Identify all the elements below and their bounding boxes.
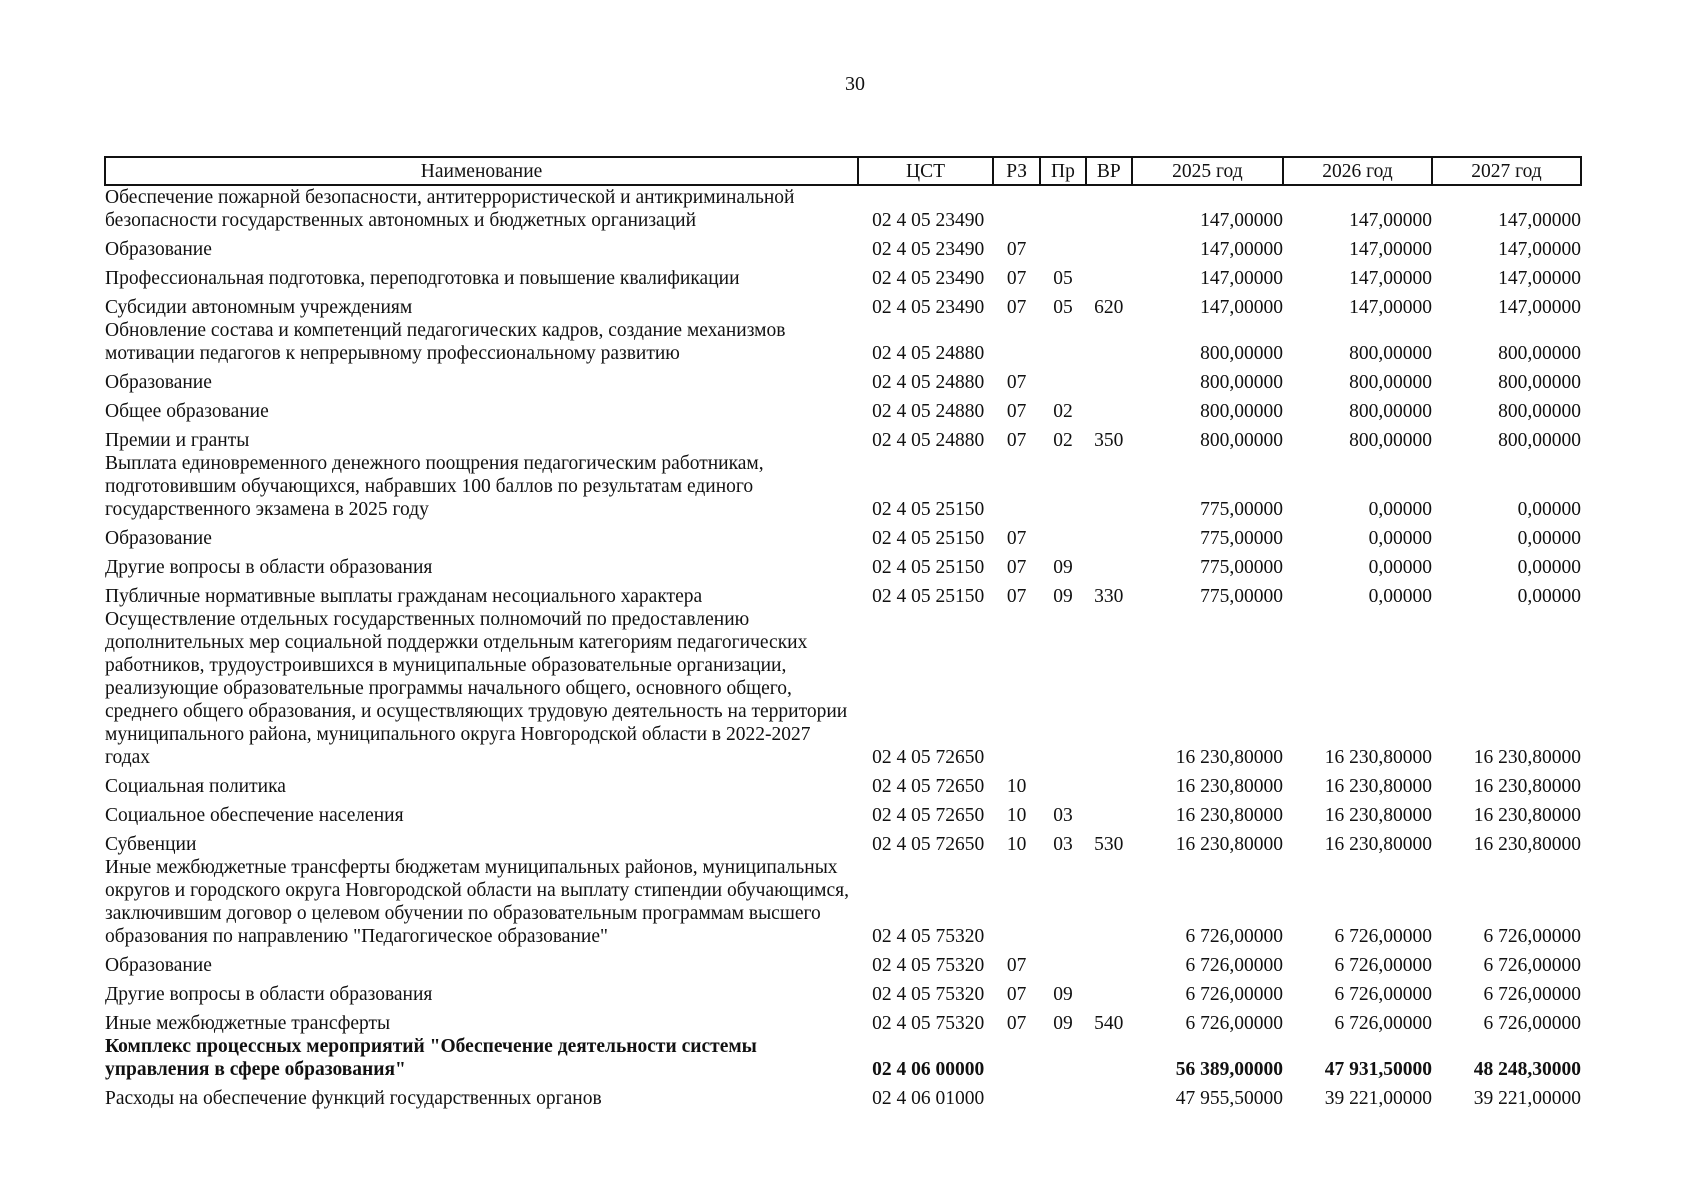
cell-2025: 6 726,00000 [1185,955,1283,976]
cell-rz: 07 [1006,557,1027,578]
cell-name: Образование [105,528,212,549]
table-row [105,185,1581,232]
cell-name: Образование [105,372,212,393]
table-row [105,452,1581,521]
cell-2026: 6 726,00000 [1334,955,1432,976]
cell-name: Обеспечение пожарной безопасности, антитеррористической и антикриминальной безопасности государственных автономных и бюджетных организаций [105,187,795,231]
cell-cst: 02 4 05 75320 [872,926,985,947]
cell-pr: 09 [1053,984,1073,1005]
cell-cst: 02 4 05 75320 [872,955,985,976]
cell-2025: 775,00000 [1200,499,1283,520]
table-row [105,394,1581,423]
cell-2026: 147,00000 [1349,268,1432,289]
cell-name: Субсидии автономным учреждениям [105,297,413,318]
cell-2026: 39 221,00000 [1324,1088,1432,1109]
cell-name: Публичные нормативные выплаты гражданам несоциального характера [105,586,703,607]
table-row [105,290,1581,319]
cell-2027: 0,00000 [1517,528,1581,549]
cell-vr: 330 [1094,586,1124,607]
table-row [105,261,1581,290]
cell-vr [1086,365,1132,394]
cell-pr [1040,319,1085,365]
cell-cst: 02 4 05 72650 [872,776,985,797]
cell-name: Другие вопросы в области образования [105,984,433,1005]
cell-name: Комплекс процессных мероприятий "Обеспечение деятельности системы управления в сфере образования" [105,1036,757,1080]
cell-name: Профессиональная подготовка, переподготовка и повышение квалификации [105,268,740,289]
cell-pr: 05 [1053,297,1073,318]
cell-vr [1086,394,1132,423]
table-row [105,1006,1581,1035]
cell-vr [1086,550,1132,579]
cell-cst: 02 4 05 72650 [872,834,985,855]
table-row [105,827,1581,856]
cell-pr: 03 [1053,805,1073,826]
cell-vr [1086,1081,1132,1110]
table-row [105,798,1581,827]
cell-2026: 6 726,00000 [1334,984,1432,1005]
header-2026: 2026 год [1283,157,1432,185]
cell-2027: 48 248,30000 [1473,1059,1581,1080]
cell-2025: 775,00000 [1200,586,1283,607]
cell-name: Расходы на обеспечение функций государственных органов [105,1088,602,1109]
cell-name: Социальное обеспечение населения [105,805,404,826]
cell-2025: 800,00000 [1200,343,1283,364]
cell-2025: 800,00000 [1200,372,1283,393]
cell-name: Субвенции [105,834,197,855]
header-vr: ВР [1086,157,1132,185]
cell-pr: 02 [1053,430,1073,451]
cell-name: Другие вопросы в области образования [105,557,433,578]
cell-2027: 16 230,80000 [1473,805,1581,826]
cell-pr: 05 [1053,268,1073,289]
cell-rz [993,1035,1040,1081]
cell-2026: 6 726,00000 [1334,1013,1432,1034]
cell-cst: 02 4 05 72650 [872,747,985,768]
cell-2025: 56 389,00000 [1175,1059,1283,1080]
cell-cst: 02 4 05 24880 [872,343,985,364]
cell-rz: 07 [1006,268,1027,289]
cell-cst: 02 4 05 25150 [872,528,985,549]
cell-rz: 07 [1006,401,1027,422]
cell-vr [1086,769,1132,798]
cell-rz: 10 [1006,776,1027,797]
cell-2027: 147,00000 [1498,297,1581,318]
cell-vr [1086,798,1132,827]
cell-vr [1086,948,1132,977]
cell-rz: 07 [1006,430,1027,451]
cell-2025: 16 230,80000 [1175,776,1283,797]
cell-vr [1086,232,1132,261]
table-row [105,856,1581,948]
table-row [105,948,1581,977]
cell-2026: 0,00000 [1368,557,1432,578]
cell-vr: 540 [1094,1013,1124,1034]
header-name: Наименование [105,157,858,185]
cell-name: Осуществление отдельных государственных полномочий по предоставлению дополнительных мер социальной поддержки отдельным категориям педагогических работников, трудоустроившихся в муниципальные образовательные организации, реализующие образовательные программы начального общего, основного общего, среднего общего образования, и осуществляющих трудовую деятельность на территории муниципального района, муниципального округа Новгородской области в 2022-2027 годах [105,609,848,768]
header-2025: 2025 год [1132,157,1283,185]
cell-cst: 02 4 05 75320 [872,1013,985,1034]
cell-2027: 16 230,80000 [1473,776,1581,797]
cell-pr [1040,1081,1085,1110]
cell-2025: 147,00000 [1200,268,1283,289]
cell-2025: 6 726,00000 [1185,1013,1283,1034]
cell-2027: 800,00000 [1498,401,1581,422]
cell-2027: 800,00000 [1498,343,1581,364]
cell-2026: 0,00000 [1368,586,1432,607]
cell-vr [1086,185,1132,232]
header-cst: ЦСТ [858,157,993,185]
cell-pr [1040,521,1085,550]
cell-cst: 02 4 05 25150 [872,499,985,520]
cell-rz: 07 [1006,955,1027,976]
cell-name: Образование [105,239,212,260]
cell-rz: 07 [1006,239,1027,260]
cell-2026: 800,00000 [1349,343,1432,364]
cell-2025: 147,00000 [1200,210,1283,231]
cell-2025: 800,00000 [1200,430,1283,451]
cell-2027: 0,00000 [1517,586,1581,607]
cell-pr: 09 [1053,557,1073,578]
cell-pr [1040,232,1085,261]
cell-cst: 02 4 05 25150 [872,586,985,607]
header-pr: Пр [1040,157,1085,185]
cell-2026: 16 230,80000 [1324,747,1432,768]
table-row [105,1081,1581,1110]
cell-2025: 800,00000 [1200,401,1283,422]
table-row [105,232,1581,261]
cell-pr [1040,185,1085,232]
cell-pr: 09 [1053,586,1073,607]
cell-vr [1086,608,1132,769]
cell-rz: 07 [1006,984,1027,1005]
table-row [105,521,1581,550]
cell-vr [1086,1035,1132,1081]
cell-2025: 16 230,80000 [1175,747,1283,768]
cell-rz: 10 [1006,805,1027,826]
cell-rz [993,1081,1040,1110]
table-header [105,157,1581,185]
page-number: 30 [845,73,865,95]
cell-name: Обновление состава и компетенций педагогических кадров, создание механизмов мотивации педагогов к непрерывному профессиональному развитию [105,320,786,364]
cell-2026: 800,00000 [1349,430,1432,451]
cell-cst: 02 4 05 24880 [872,372,985,393]
cell-vr [1086,319,1132,365]
cell-cst: 02 4 05 23490 [872,297,985,318]
cell-rz: 10 [1006,834,1027,855]
cell-name: Иные межбюджетные трансферты бюджетам муниципальных районов, муниципальных округов и городского округа Новгородской области на выплату стипендии обучающимся, заключившим договор о целевом обучении по образовательным программам высшего образования по направлению "Педагогическое образование" [105,857,849,947]
cell-rz: 07 [1006,528,1027,549]
cell-2026: 800,00000 [1349,401,1432,422]
cell-2027: 16 230,80000 [1473,747,1581,768]
cell-pr [1040,365,1085,394]
cell-rz [993,185,1040,232]
cell-pr [1040,856,1085,948]
cell-vr [1086,856,1132,948]
cell-vr: 620 [1094,297,1124,318]
cell-2025: 147,00000 [1200,297,1283,318]
cell-2027: 6 726,00000 [1483,926,1581,947]
table-row [105,365,1581,394]
cell-rz [993,856,1040,948]
cell-cst: 02 4 05 24880 [872,430,985,451]
cell-2027: 147,00000 [1498,210,1581,231]
cell-cst: 02 4 05 23490 [872,268,985,289]
cell-2025: 6 726,00000 [1185,926,1283,947]
cell-rz [993,452,1040,521]
cell-cst: 02 4 06 01000 [872,1088,985,1109]
cell-vr [1086,452,1132,521]
cell-2027: 0,00000 [1517,499,1581,520]
cell-2026: 147,00000 [1349,239,1432,260]
cell-name: Социальная политика [105,776,286,797]
cell-2026: 800,00000 [1349,372,1432,393]
budget-table [104,156,1582,1110]
cell-2025: 47 955,50000 [1175,1088,1283,1109]
cell-pr [1040,769,1085,798]
cell-rz: 07 [1006,1013,1027,1034]
cell-name: Премии и гранты [105,430,250,451]
cell-rz [993,608,1040,769]
table-row [105,550,1581,579]
header-row [105,157,1581,185]
table-row [105,608,1581,769]
cell-name: Выплата единовременного денежного поощрения педагогическим работникам, подготовившим обучающихся, набравших 100 баллов по результатам единого государственного экзамена в 2025 году [105,453,764,520]
cell-vr: 350 [1094,430,1124,451]
cell-pr: 03 [1053,834,1073,855]
cell-cst: 02 4 05 25150 [872,557,985,578]
cell-2027: 800,00000 [1498,372,1581,393]
cell-pr [1040,1035,1085,1081]
cell-cst: 02 4 06 00000 [872,1059,985,1080]
cell-2025: 147,00000 [1200,239,1283,260]
cell-name: Иные межбюджетные трансферты [105,1013,391,1034]
cell-2026: 147,00000 [1349,297,1432,318]
cell-cst: 02 4 05 24880 [872,401,985,422]
cell-2027: 147,00000 [1498,239,1581,260]
cell-vr [1086,261,1132,290]
cell-cst: 02 4 05 72650 [872,805,985,826]
cell-rz: 07 [1006,297,1027,318]
cell-2026: 147,00000 [1349,210,1432,231]
cell-pr: 02 [1053,401,1073,422]
cell-2027: 6 726,00000 [1483,955,1581,976]
cell-2027: 16 230,80000 [1473,834,1581,855]
cell-2026: 16 230,80000 [1324,834,1432,855]
cell-pr [1040,608,1085,769]
header-rz: РЗ [993,157,1040,185]
cell-2025: 16 230,80000 [1175,834,1283,855]
cell-vr [1086,521,1132,550]
table-row [105,423,1581,452]
cell-rz [993,319,1040,365]
cell-vr: 530 [1094,834,1124,855]
cell-pr [1040,948,1085,977]
cell-2027: 6 726,00000 [1483,1013,1581,1034]
cell-name: Общее образование [105,401,269,422]
cell-2026: 6 726,00000 [1334,926,1432,947]
cell-pr: 09 [1053,1013,1073,1034]
cell-cst: 02 4 05 75320 [872,984,985,1005]
cell-rz: 07 [1006,372,1027,393]
table-body [105,185,1581,1110]
table-row [105,1035,1581,1081]
cell-vr [1086,977,1132,1006]
table-row [105,977,1581,1006]
cell-2026: 47 931,50000 [1324,1059,1432,1080]
cell-rz: 07 [1006,586,1027,607]
cell-2027: 0,00000 [1517,557,1581,578]
cell-2027: 39 221,00000 [1473,1088,1581,1109]
cell-2026: 16 230,80000 [1324,776,1432,797]
table-row [105,579,1581,608]
cell-2027: 6 726,00000 [1483,984,1581,1005]
table-row [105,319,1581,365]
cell-2025: 6 726,00000 [1185,984,1283,1005]
cell-2025: 16 230,80000 [1175,805,1283,826]
cell-2026: 0,00000 [1368,528,1432,549]
cell-cst: 02 4 05 23490 [872,239,985,260]
cell-name: Образование [105,955,212,976]
cell-2025: 775,00000 [1200,528,1283,549]
cell-2025: 775,00000 [1200,557,1283,578]
cell-2026: 0,00000 [1368,499,1432,520]
table-row [105,769,1581,798]
cell-pr [1040,452,1085,521]
cell-2026: 16 230,80000 [1324,805,1432,826]
cell-cst: 02 4 05 23490 [872,210,985,231]
header-2027: 2027 год [1432,157,1581,185]
cell-2027: 800,00000 [1498,430,1581,451]
cell-2027: 147,00000 [1498,268,1581,289]
